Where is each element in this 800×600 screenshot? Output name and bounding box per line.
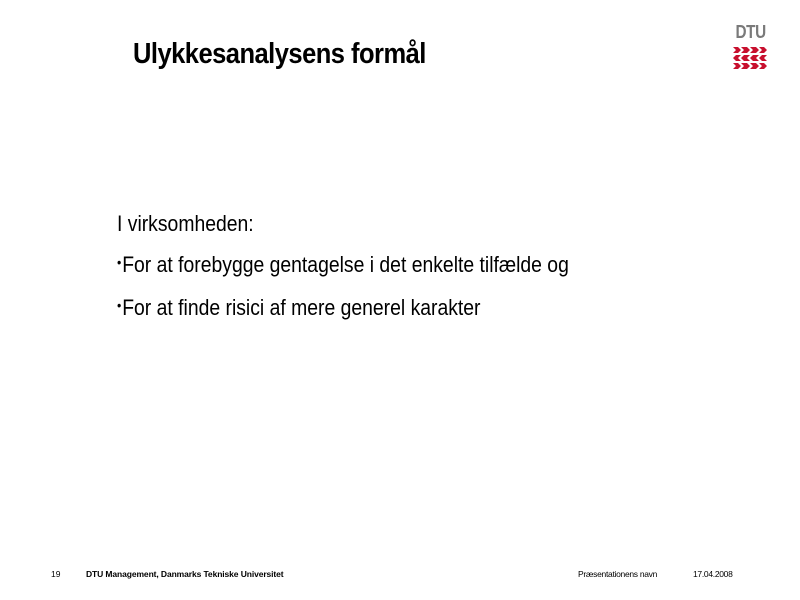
footer-organization: DTU Management, Danmarks Tekniske Universitet xyxy=(86,569,284,579)
bullet-icon: • xyxy=(117,297,122,313)
slide-title: Ulykkesanalysens formål xyxy=(133,38,426,70)
intro-text: I virksomheden: xyxy=(117,211,254,236)
bullet-icon: • xyxy=(117,254,122,270)
dtu-logo-text: DTU xyxy=(735,22,766,42)
footer-presentation-name: Præsentationens navn xyxy=(578,569,658,579)
bullet-text: For at finde risici af mere generel karakter xyxy=(122,295,481,320)
bullet-item xyxy=(117,249,610,278)
footer-date: 17.04.2008 xyxy=(693,569,733,579)
bullet-text: For at forebygge gentagelse i det enkelte tilfælde og xyxy=(122,252,569,277)
slide-body xyxy=(117,210,617,335)
dtu-logo xyxy=(733,22,767,72)
bullet-item xyxy=(117,292,610,321)
dtu-logo-chevrons-icon xyxy=(733,47,767,69)
footer-page-number: 19 xyxy=(51,569,61,579)
